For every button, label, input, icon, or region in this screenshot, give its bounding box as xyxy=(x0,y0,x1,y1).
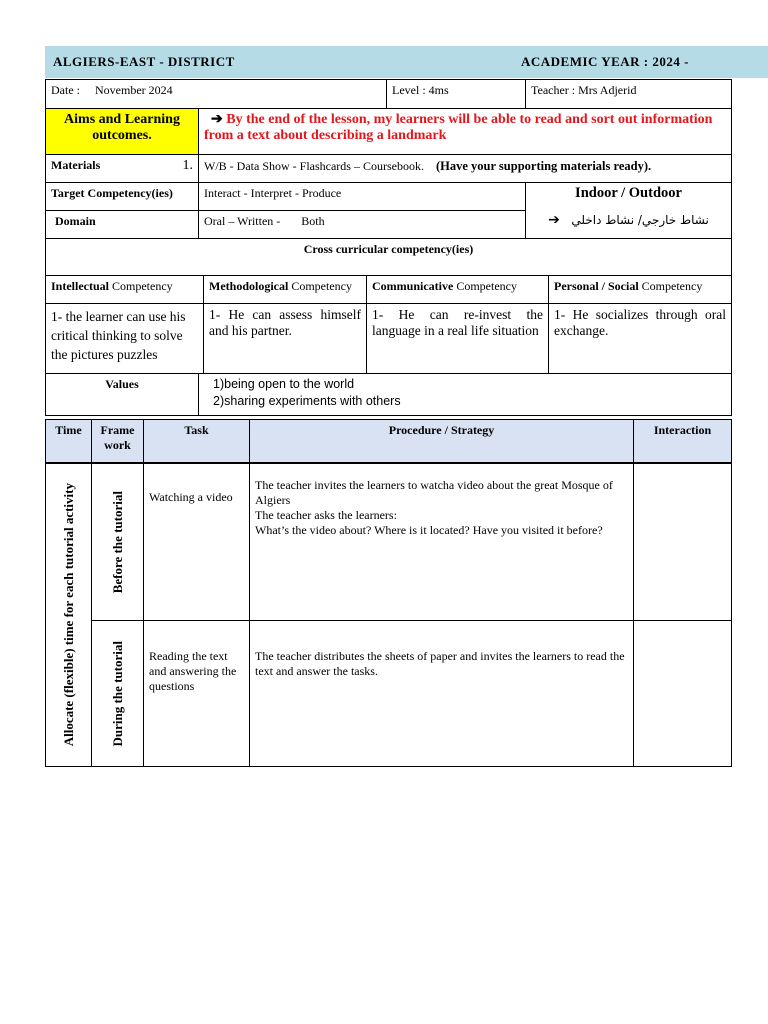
date-cell xyxy=(46,80,387,109)
target-label: Target Competency(ies) xyxy=(46,183,199,211)
value-item: 2)sharing experiments with others xyxy=(213,394,401,408)
arrow-right-icon: ➔ xyxy=(548,212,560,228)
col-interaction: Interaction xyxy=(634,420,732,463)
time-allocation-cell xyxy=(46,464,92,767)
methodological-text: 1- He can assess himself and his partner. xyxy=(204,304,367,374)
cross-curricular-title: Cross curricular competency(ies) xyxy=(46,239,732,276)
procedure-header-table xyxy=(45,419,732,463)
materials-number: 1. xyxy=(182,158,193,173)
academic-year: ACADEMIC YEAR : 2024 - xyxy=(521,54,689,69)
interaction-during xyxy=(634,621,732,767)
materials-cell xyxy=(199,155,732,183)
domain-label: Domain xyxy=(46,211,199,239)
intellectual-text: 1- the learner can use his critical thinking to solve the pictures puzzles xyxy=(46,304,204,374)
communicative-head: Communicative Competency xyxy=(367,276,549,304)
district-title: ALGIERS-EAST - DISTRICT xyxy=(53,54,235,69)
col-task: Task xyxy=(144,420,250,463)
materials-label-cell xyxy=(46,155,199,183)
date-label: Date : xyxy=(51,83,80,97)
setting-cell xyxy=(526,183,732,239)
level-cell: Level : 4ms xyxy=(387,80,526,109)
value-item: 1)being open to the world xyxy=(213,377,355,391)
materials-note: (Have your supporting materials ready). xyxy=(435,159,652,173)
frame-before: Before the tutorial xyxy=(92,464,144,621)
arrow-right-icon: ➔ xyxy=(211,112,223,127)
lesson-info-table xyxy=(45,79,732,416)
frame-during: During the tutorial xyxy=(92,621,144,767)
col-time: Time xyxy=(46,420,92,463)
aims-label: Aims and Learning outcomes. xyxy=(46,109,199,155)
values-label: Values xyxy=(46,374,199,416)
intellectual-head: Intellectual Competency xyxy=(46,276,204,304)
header-band xyxy=(45,46,768,78)
personal-social-text: 1- He socializes through oral exchange. xyxy=(549,304,732,374)
col-procedure: Procedure / Strategy xyxy=(250,420,634,463)
aims-text: By the end of the lesson, my learners will be able to read and sort out information from a text about describing a landmark xyxy=(204,112,713,143)
time-allocation-label: Allocate (flexible) time for each tutorial activity xyxy=(61,483,76,747)
communicative-text: 1- He can re-invest the language in a real life situation xyxy=(367,304,549,374)
setting-arabic: نشاط خارجي/ نشاط داخلي xyxy=(571,213,709,227)
setting-options xyxy=(531,213,726,228)
interaction-before xyxy=(634,464,732,621)
date-value: November 2024 xyxy=(95,83,173,97)
task-before: Watching a video xyxy=(144,464,250,621)
aims-text-cell xyxy=(199,109,732,155)
methodological-head: Methodological Competency xyxy=(204,276,367,304)
values-cell xyxy=(199,374,732,416)
personal-social-head: Personal / Social Competency xyxy=(549,276,732,304)
teacher-cell: Teacher : Mrs Adjerid xyxy=(526,80,732,109)
procedure-before: The teacher invites the learners to watcha video about the great Mosque of Algiers The teacher asks the learners: What’s the video about? Where is it located? Have you visited it before? xyxy=(250,464,634,621)
target-text: Interact - Interpret - Produce xyxy=(199,183,526,211)
materials-text: W/B - Data Show - Flashcards – Coursebook. xyxy=(204,159,424,173)
domain-text: Oral – Written - Both xyxy=(199,211,526,239)
procedure-table xyxy=(45,463,732,767)
setting-title: Indoor / Outdoor xyxy=(575,185,682,201)
task-during: Reading the text and answering the questions xyxy=(144,621,250,767)
materials-label: Materials xyxy=(51,158,101,172)
procedure-during: The teacher distributes the sheets of paper and invites the learners to read the text and answer the tasks. xyxy=(250,621,634,767)
col-frame-work: Frame work xyxy=(92,420,144,463)
